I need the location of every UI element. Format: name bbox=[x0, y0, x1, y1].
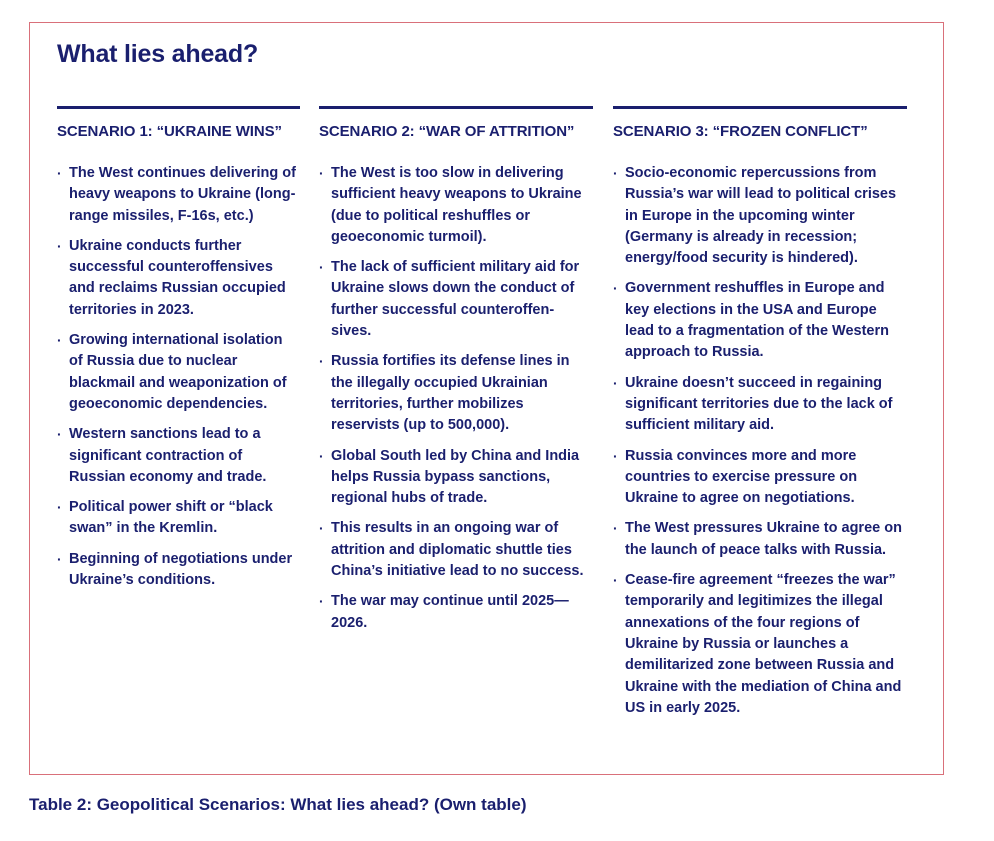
scenario-3-heading: SCENARIO 3: “FROZEN CONFLICT” bbox=[613, 123, 868, 140]
bullet-icon: · bbox=[613, 572, 618, 589]
bullet-icon: · bbox=[613, 520, 618, 537]
list-item-text: Global South led by China and India helps Russia bypass sanctions, regional hubs of trade. bbox=[331, 447, 580, 507]
bullet-icon: · bbox=[57, 550, 62, 567]
bullet-icon: · bbox=[57, 426, 62, 443]
bullet-icon: · bbox=[319, 165, 324, 181]
list-item-text: Western sanctions lead to a significant contraction of Russian economy and trade. bbox=[69, 426, 267, 485]
list-item bbox=[57, 330, 300, 415]
list-item-text: Russia convinces more and more countries to exercise pressure on Ukraine to agree on negotiations. bbox=[625, 447, 858, 507]
bullet-icon: · bbox=[319, 520, 324, 537]
list-item-text: Cease-fire agreement “freezes the war” temporarily and legitimizes the illegal annexations of the four regions of Ukraine by Russia or launches a demilitarized zone between Russia and Ukraine with the mediation of China and US in early 2025. bbox=[625, 572, 902, 716]
list-item-text: The West pressures Ukraine to agree on the launch of peace talks with Russia. bbox=[625, 520, 902, 558]
scenario-1-column bbox=[57, 106, 300, 600]
scenario-2-column bbox=[319, 106, 593, 643]
list-item bbox=[319, 257, 593, 342]
list-item bbox=[613, 518, 907, 561]
bullet-icon: · bbox=[613, 374, 618, 391]
bullet-icon: · bbox=[57, 165, 62, 181]
list-item-text: The West is too slow in delivering sufficient heavy weapons to Ukraine (due to political reshuffles or geoeconomic turmoil). bbox=[331, 165, 582, 245]
list-item-text: Ukraine conducts further successful counteroffensives and reclaims Russian occupied territories in 2023. bbox=[69, 237, 286, 318]
list-item-text: Ukraine doesn’t succeed in regaining significant territories due to the lack of sufficient military aid. bbox=[625, 374, 893, 434]
scenario-3-column bbox=[613, 106, 907, 728]
list-item bbox=[319, 591, 593, 634]
bullet-icon: · bbox=[57, 237, 62, 254]
list-item-text: This results in an ongoing war of attrition and diplomatic shuttle ties China’s initiative lead to no success. bbox=[331, 520, 584, 580]
list-item bbox=[613, 373, 907, 437]
list-item bbox=[319, 163, 593, 248]
list-item bbox=[613, 446, 907, 510]
bullet-icon: · bbox=[613, 165, 618, 181]
list-item-text: Political power shift or “black swan” in the Kremlin. bbox=[69, 499, 273, 537]
list-item-text: Government reshuffles in Europe and key elections in the USA and Europe lead to a fragmentation of the Western approach to Russia. bbox=[625, 280, 889, 361]
list-item bbox=[613, 570, 907, 719]
list-item bbox=[319, 518, 593, 582]
table-title: What lies ahead? bbox=[57, 40, 259, 68]
bullet-icon: · bbox=[57, 332, 62, 349]
list-item-text: The war may continue until 2025—2026. bbox=[331, 593, 569, 631]
list-item bbox=[57, 236, 300, 321]
list-item bbox=[319, 446, 593, 510]
bullet-icon: · bbox=[319, 593, 324, 610]
bullet-icon: · bbox=[613, 447, 618, 464]
table-caption: Table 2: Geopolitical Scenarios: What lies ahead? (Own table) bbox=[29, 795, 527, 814]
list-item bbox=[613, 278, 907, 363]
list-item-text: Socio-economic repercussions from Russia’s war will lead to political crises in Europe in the upcoming winter (Germany is already in recession; energy/food security is hindered). bbox=[625, 165, 897, 267]
list-item-text: The lack of sufficient military aid for Ukraine slows down the conduct of further successful counteroffen-sives. bbox=[331, 259, 580, 340]
bullet-icon: · bbox=[613, 280, 618, 297]
list-item bbox=[57, 163, 300, 227]
scenario-2-list bbox=[319, 163, 593, 634]
bullet-icon: · bbox=[319, 259, 324, 276]
scenario-3-rule bbox=[613, 106, 907, 109]
list-item bbox=[57, 549, 300, 592]
list-item bbox=[319, 351, 593, 436]
scenario-1-list bbox=[57, 163, 300, 591]
scenario-1-rule bbox=[57, 106, 300, 109]
scenario-2-heading: SCENARIO 2: “WAR OF ATTRITION” bbox=[319, 123, 575, 140]
scenario-2-rule bbox=[319, 106, 593, 109]
list-item bbox=[57, 424, 300, 488]
list-item bbox=[613, 163, 907, 269]
list-item-text: Growing international isolation of Russia due to nuclear blackmail and weaponization of geoeconomic dependencies. bbox=[69, 332, 287, 412]
bullet-icon: · bbox=[319, 447, 324, 464]
list-item-text: Russia fortifies its defense lines in the illegally occupied Ukrainian territories, further mobilizes reservists (up to 500,000). bbox=[331, 353, 570, 434]
list-item-text: Beginning of negotiations under Ukraine’s conditions. bbox=[69, 550, 293, 589]
bullet-icon: · bbox=[319, 353, 324, 370]
list-item-text: The West continues delivering of heavy weapons to Ukraine (long-range missiles, F-16s, etc.) bbox=[69, 165, 296, 224]
list-item bbox=[57, 497, 300, 540]
scenario-1-heading: SCENARIO 1: “UKRAINE WINS” bbox=[57, 123, 282, 140]
scenario-3-list bbox=[613, 163, 907, 719]
bullet-icon: · bbox=[57, 499, 62, 516]
